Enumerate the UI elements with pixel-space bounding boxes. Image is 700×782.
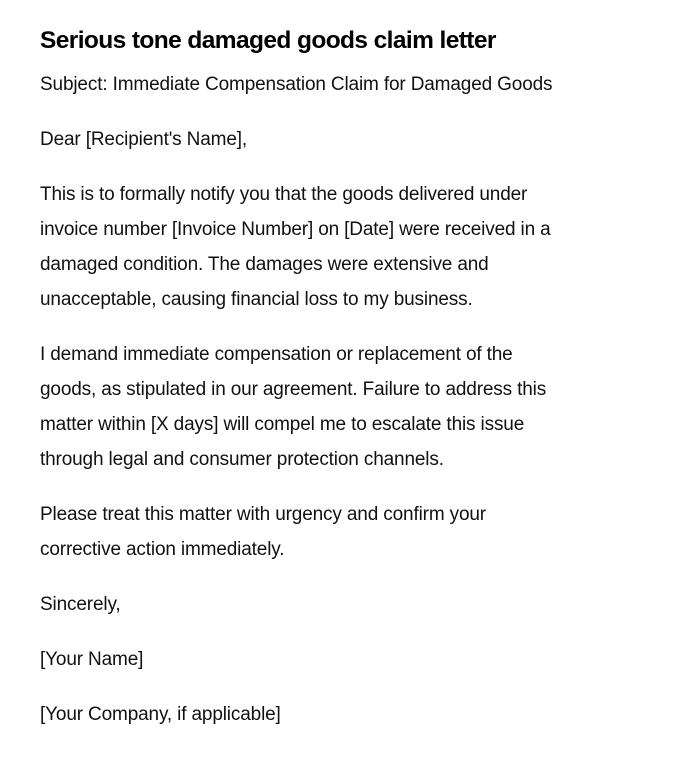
paragraph-line: goods, as stipulated in our agreement. Failure to address this bbox=[40, 379, 547, 400]
paragraph-line: Please treat this matter with urgency and confirm your bbox=[40, 504, 486, 525]
paragraph-line: invoice number [Invoice Number] on [Date] were received in a bbox=[40, 219, 551, 240]
body-paragraph-urgency bbox=[40, 497, 660, 567]
paragraph-line: through legal and consumer protection channels. bbox=[40, 449, 444, 470]
document-title: Serious tone damaged goods claim letter bbox=[40, 27, 496, 54]
salutation: Dear [Recipient's Name], bbox=[40, 129, 247, 150]
paragraph-line: This is to formally notify you that the goods delivered under bbox=[40, 184, 528, 205]
paragraph-line: matter within [X days] will compel me to escalate this issue bbox=[40, 414, 525, 435]
signature-name: [Your Name] bbox=[40, 649, 144, 670]
subject-line: Subject: Immediate Compensation Claim for Damaged Goods bbox=[40, 74, 553, 95]
body-paragraph-notice bbox=[40, 177, 660, 317]
paragraph-line: I demand immediate compensation or replacement of the bbox=[40, 344, 513, 365]
paragraph-line: damaged condition. The damages were extensive and bbox=[40, 254, 489, 275]
signature-company: [Your Company, if applicable] bbox=[40, 704, 281, 725]
closing: Sincerely, bbox=[40, 594, 121, 615]
paragraph-line: corrective action immediately. bbox=[40, 539, 285, 560]
body-paragraph-demand bbox=[40, 337, 660, 477]
paragraph-line: unacceptable, causing financial loss to my business. bbox=[40, 289, 473, 310]
